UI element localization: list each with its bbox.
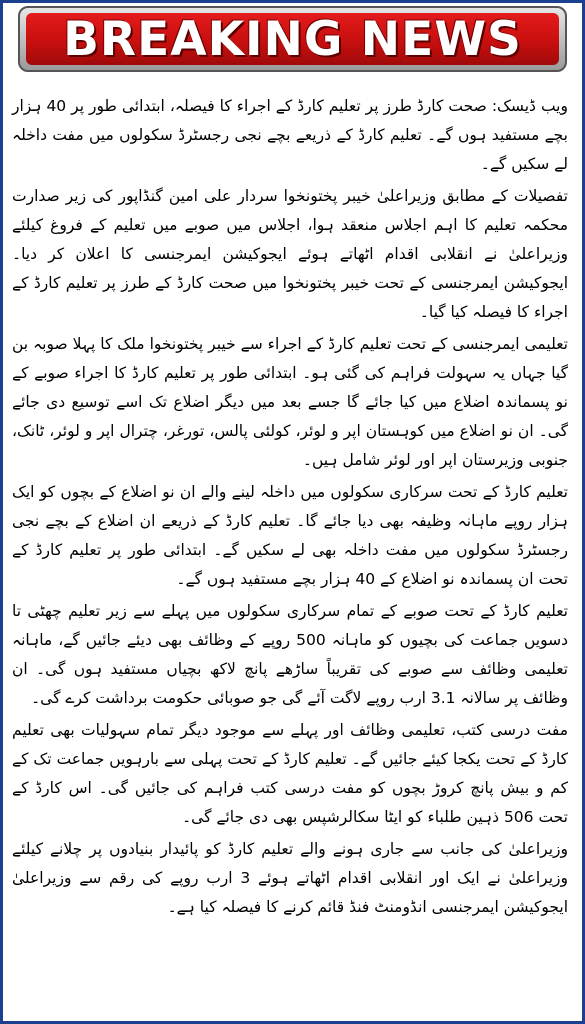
- paragraph-girls-stipend: تعلیم کارڈ کے تحت صوبے کے تمام سرکاری سکولوں میں پہلے سے زیر تعلیم چھٹی تا دسویں جماعت کی بچیوں کو ماہانہ 500 روپے کے وظائف بھی دیئے جائیں گے، ماہانہ تعلیمی وظائف سے صوبے کی تقریباً ساڑھے پانچ لاکھ بچیاں مستفید ہوں گی۔ ان وظائف پر سالانہ 3.1 ارب روپے لاگت آئے گی جو صوبائی حکومت برداشت کرے گی۔: [12, 602, 568, 707]
- banner-title: BREAKING NEWS: [63, 11, 522, 67]
- paragraph-intro: ویب ڈیسک: صحت کارڈ طرز پر تعلیم کارڈ کے اجراء کا فیصلہ، ابتدائی طور پر 40 ہزار بچے مستفید ہوں گے۔ تعلیم کارڈ کے ذریعے بچے نجی رجسٹرڈ سکولوں میں مفت داخلہ لے سکیں گے۔: [12, 97, 568, 173]
- news-article: [12, 92, 568, 925]
- paragraph-endowment-fund: وزیراعلیٰ کی جانب سے جاری ہونے والے تعلیم کارڈ کو پائیدار بنیادوں پر چلانے کیلئے وزیراعلیٰ نے ایک اور انقلابی اقدام اٹھاتے ہوئے 3 ارب روپے کی رقم سے وزیراعلیٰ ایجوکیشن ایمرجنسی انڈومنٹ فنڈ قائم کرنے کا فیصلہ کیا ہے۔: [12, 840, 568, 916]
- breaking-news-banner: [18, 6, 567, 72]
- paragraph-emergency: تعلیمی ایمرجنسی کے تحت تعلیم کارڈ کے اجراء سے خیبر پختونخوا ملک کا پہلا صوبہ بن گیا جہاں یہ سہولت فراہم کی گئی ہو۔ ابتدائی طور پر تعلیم کارڈ کا اجراء صوبے کے نو پسماندہ اضلاع میں کیا جائے گا جسے بعد میں دیگر اضلاع تک اسے توسیع دی جائے گی۔ ان نو اضلاع میں کوہستان اپر و لوئر، کولئی پالس، تورغر، چترال اپر و لوئر، ٹانک، جنوبی وزیرستان اپر اور لوئر شامل ہیں۔: [12, 335, 568, 469]
- paragraph-details: تفصیلات کے مطابق وزیراعلیٰ خیبر پختونخوا سردار علی امین گنڈاپور کی زیر صدارت محکمہ تعلیم کا اہم اجلاس منعقد ہوا، اجلاس میں صوبے میں تعلیم کے فروغ کیلئے وزیراعلیٰ نے انقلابی اقدام اٹھاتے ہوئے ایجوکیشن ایمرجنسی کا اعلان کر دیا۔ ایجوکیشن ایمرجنسی کے تحت خیبر پختونخوا میں صحت کارڈ کے طرز پر تعلیم کارڈ کے اجراء کا فیصلہ کیا گیا۔: [12, 187, 568, 321]
- banner-red-panel: [26, 13, 559, 65]
- paragraph-stipend: تعلیم کارڈ کے تحت سرکاری سکولوں میں داخلہ لینے والے ان نو اضلاع کے بچوں کو ایک ہزار روپے ماہانہ وظیفہ بھی دیا جائے گا۔ تعلیم کارڈ کے ذریعے ان اضلاع کے بچے نجی رجسٹرڈ سکولوں میں مفت داخلہ بھی لے سکیں گے۔ ابتدائی طور پر تعلیم کارڈ کے تحت ان پسماندہ نو اضلاع کے 40 ہزار بچے مستفید ہوں گے۔: [12, 483, 568, 588]
- paragraph-books: مفت درسی کتب، تعلیمی وظائف اور پہلے سے موجود دیگر تمام سہولیات بھی تعلیم کارڈ کے تحت یکجا کیئے جائیں گے۔ تعلیم کارڈ کے تحت پہلی سے بارہویں جماعت تک کے کم و بیش پانچ کروڑ بچوں کو مفت درسی کتب فراہم کی جائیں گی۔ اس کارڈ کے تحت 506 ذہین طلباء کو ایٹا سکالرشپس بھی دی جائے گی۔: [12, 721, 568, 826]
